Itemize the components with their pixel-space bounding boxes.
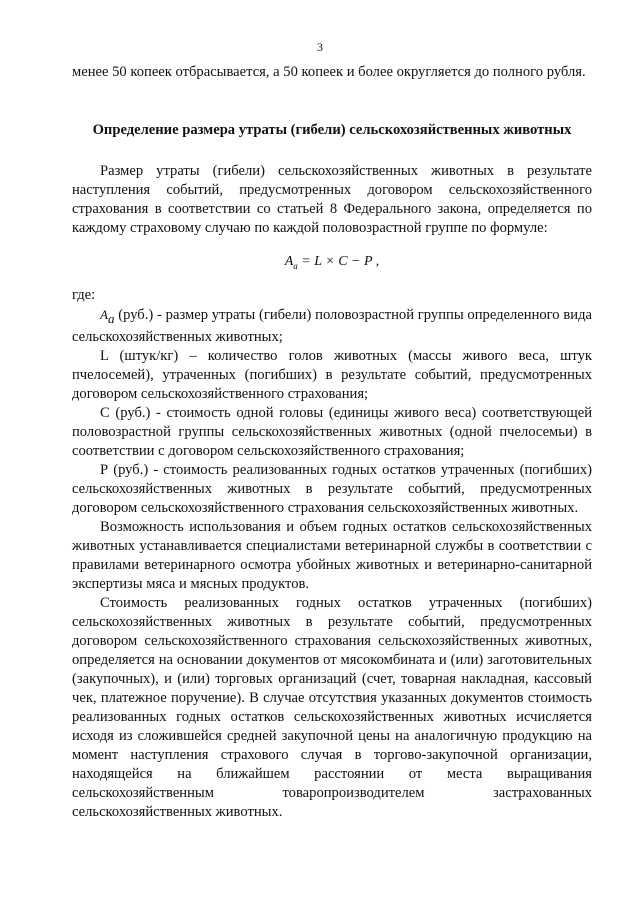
formula (72, 252, 592, 276)
definition-p: Р (руб.) - стоимость реализованных годных остатков утраченных (погибших) сельскохозяйственных животных в результате событий, предусмотренных договором сельскохозяйственного страхования сельскохозяйственных животных. (72, 461, 592, 516)
definition-a-sub: a (107, 310, 115, 326)
where-label: где: (72, 286, 96, 303)
paragraph-3: Стоимость реализованных годных остатков утраченных (погибших) сельскохозяйственных животных в результате событий, предусмотренных договором сельскохозяйственного страхования сельскохозяйственных животных, определяется на основании документов от мясокомбината и (или) заготовительных (закупочных), и (или) торговых организаций (счет, товарная накладная, кассовый чек, платежное поручение). В случае отсутствия указанных документов стоимость реализованных годных остатков сельскохозяйственных животных исчисляется исходя из сложившейся средней закупочной цены на аналогичную продукцию на момент наступления страхового случая в торгово-закупочной организации, находящейся на ближайшем расстоянии от места выращивания сельскохозяйственным товаропроизводителем застрахованных сельскохозяйственных животных. (72, 594, 592, 820)
paragraph-1: Размер утраты (гибели) сельскохозяйственных животных в результате наступления событий, предусмотренных договором сельскохозяйственного страхования в соответствии со статьей 8 Федерального закона, определяется по каждому страховому случаю по каждой половозрастной группе по формуле: (72, 163, 592, 236)
formula-rhs: = L × C − P , (297, 254, 380, 269)
paragraph-2: Возможность использования и объем годных остатков сельскохозяйственных животных устанавливается специалистами ветеринарной службы в соответствии с правилами ветеринарного осмотра убойных животных и ветеринарно-санитарной экспертизы мяса и мясных продуктов. (72, 518, 592, 592)
definition-l: L (штук/кг) – количество голов животных (массы живого веса, штук пчелосемей), утраченных (погибших) в результате событий, предусмотренных договором сельскохозяйственного страхования; (72, 347, 592, 402)
definition-a-text: (руб.) - размер утраты (гибели) половозрастной группы определенного вида сельскохозяйственных животных; (72, 306, 592, 345)
formula-lhs: A (284, 254, 294, 269)
intro-continuation: менее 50 копеек отбрасывается, а 50 копеек и более округляется до полного рубля. (72, 64, 586, 80)
document-body (72, 63, 592, 822)
formula-lhs-sub: a (293, 260, 298, 271)
definition-a-symbol: A (100, 306, 108, 322)
section-heading: Определение размера утраты (гибели) сельскохозяйственных животных (92, 122, 572, 138)
definition-a (72, 305, 592, 347)
definition-c: С (руб.) - стоимость одной головы (единицы живого веса) соответствующей половозрастной группы сельскохозяйственных животных (одной пчелосемьи) в соответствии с договором сельскохозяйственного страхования; (72, 404, 592, 459)
page-number: 3 (317, 40, 323, 54)
